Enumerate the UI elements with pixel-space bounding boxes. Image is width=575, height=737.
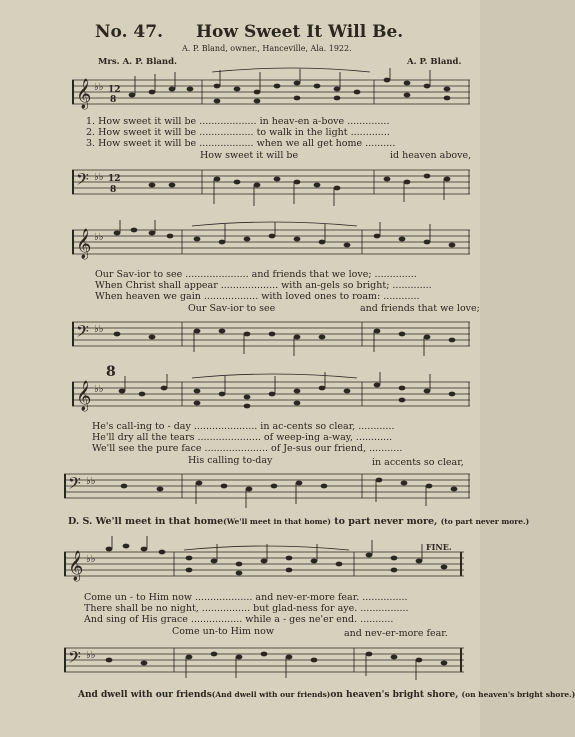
svg-text:♭♭: ♭♭ — [86, 650, 96, 661]
bass-lyric-right: in accents so clear, — [372, 457, 464, 468]
treble-staff-2 — [72, 218, 470, 268]
ds-main: D. S. We'll meet in that home — [68, 516, 224, 527]
bottom-paren-1: (And dwell with our friends) — [211, 690, 331, 699]
ds-line — [68, 516, 529, 527]
fine-marker: FINE. — [426, 542, 452, 552]
svg-text:12: 12 — [108, 174, 121, 184]
lyric-line: He's call-ing to - day ..................... in ac-cents so clear, ............ — [92, 421, 395, 432]
svg-text:𝄢: 𝄢 — [76, 169, 89, 193]
lyric-line: 2. How sweet it will be .................. to walk in the light ............. — [86, 127, 390, 138]
svg-text:♭♭: ♭♭ — [94, 82, 104, 93]
svg-text:♭♭: ♭♭ — [94, 384, 104, 395]
svg-text:𝄞: 𝄞 — [68, 551, 84, 581]
svg-text:♭♭: ♭♭ — [94, 232, 104, 243]
lyric-line: There shall be no night, ................ but glad-ness for aye. ................ — [84, 603, 409, 614]
svg-text:𝄞: 𝄞 — [76, 229, 92, 259]
svg-text:8: 8 — [110, 95, 117, 105]
ds-paren-2: (to part never more.) — [440, 517, 530, 526]
lyric-line: Our Sav-ior to see ..................... and friends that we love; .............. — [95, 269, 417, 280]
lyric-line: And sing of His grace ................. while a - ges ne'er end. ........... — [84, 614, 394, 625]
measure-mark: 8 — [106, 364, 116, 380]
bottom-mid: on heaven's bright shore, — [330, 690, 459, 700]
ds-mid: to part never more, — [334, 516, 438, 527]
bottom-paren-2: (on heaven's bright shore.) — [461, 690, 575, 699]
lyric-line: He'll dry all the tears ..................... of weep-ing a-way, ............ — [92, 432, 393, 443]
bass-lyric-right: id heaven above, — [390, 150, 472, 161]
svg-text:♭♭: ♭♭ — [86, 476, 96, 487]
hymn-number: No. 47. — [95, 22, 163, 42]
bass-lyric-right: and nev-er-more fear. — [344, 628, 448, 639]
bass-lyric-left: Come un-to Him now — [172, 626, 274, 637]
bass-staff-1 — [72, 160, 470, 212]
ds-paren-1: (We'll meet in that home) — [223, 517, 331, 526]
bass-lyric-left: His calling to-day — [188, 455, 273, 466]
svg-text:𝄞: 𝄞 — [76, 79, 92, 109]
bass-lyric-left: Our Sav-ior to see — [188, 303, 276, 314]
copyright-line: A. P. Bland, owner., Hanceville, Ala. 1922. — [182, 44, 352, 53]
bass-staff-4 — [64, 638, 464, 686]
lyric-line: 3. How sweet it will be .................. when we all get home .......... — [86, 138, 396, 149]
music-author: A. P. Bland. — [407, 57, 462, 67]
bass-lyric-right: and friends that we love; — [360, 303, 480, 314]
svg-text:𝄢: 𝄢 — [68, 647, 81, 671]
svg-text:8: 8 — [110, 185, 117, 195]
bass-staff-3 — [64, 468, 470, 512]
bass-staff-2 — [72, 312, 470, 362]
bottom-lyric-line — [78, 690, 575, 700]
bass-lyric-left: How sweet it will be — [200, 150, 299, 161]
treble-staff-4 — [64, 536, 464, 592]
svg-text:♭♭: ♭♭ — [94, 324, 104, 335]
svg-text:𝄢: 𝄢 — [68, 473, 81, 497]
svg-text:♭♭: ♭♭ — [94, 172, 104, 183]
hymn-title: How Sweet It Will Be. — [196, 22, 404, 42]
treble-staff-3 — [72, 368, 470, 420]
svg-text:𝄞: 𝄞 — [76, 381, 92, 411]
bottom-main: And dwell with our friends — [78, 690, 212, 700]
lyric-line: We'll see the pure face ..................... of Je-sus our friend, ........... — [92, 443, 403, 454]
lyric-line: Come un - to Him now ................... and nev-er-more fear. ............... — [84, 592, 408, 603]
svg-text:12: 12 — [108, 85, 121, 95]
lyric-line: 1. How sweet it will be ................... in heav-en a-bove .............. — [86, 116, 390, 127]
lyric-line: When heaven we gain .................. with loved ones to roam: ............ — [95, 291, 420, 302]
lyric-line: When Christ shall appear ................... with an-gels so bright; ............. — [95, 280, 432, 291]
svg-text:♭♭: ♭♭ — [86, 554, 96, 565]
svg-text:𝄢: 𝄢 — [76, 321, 89, 345]
words-author: Mrs. A. P. Bland. — [98, 57, 178, 67]
